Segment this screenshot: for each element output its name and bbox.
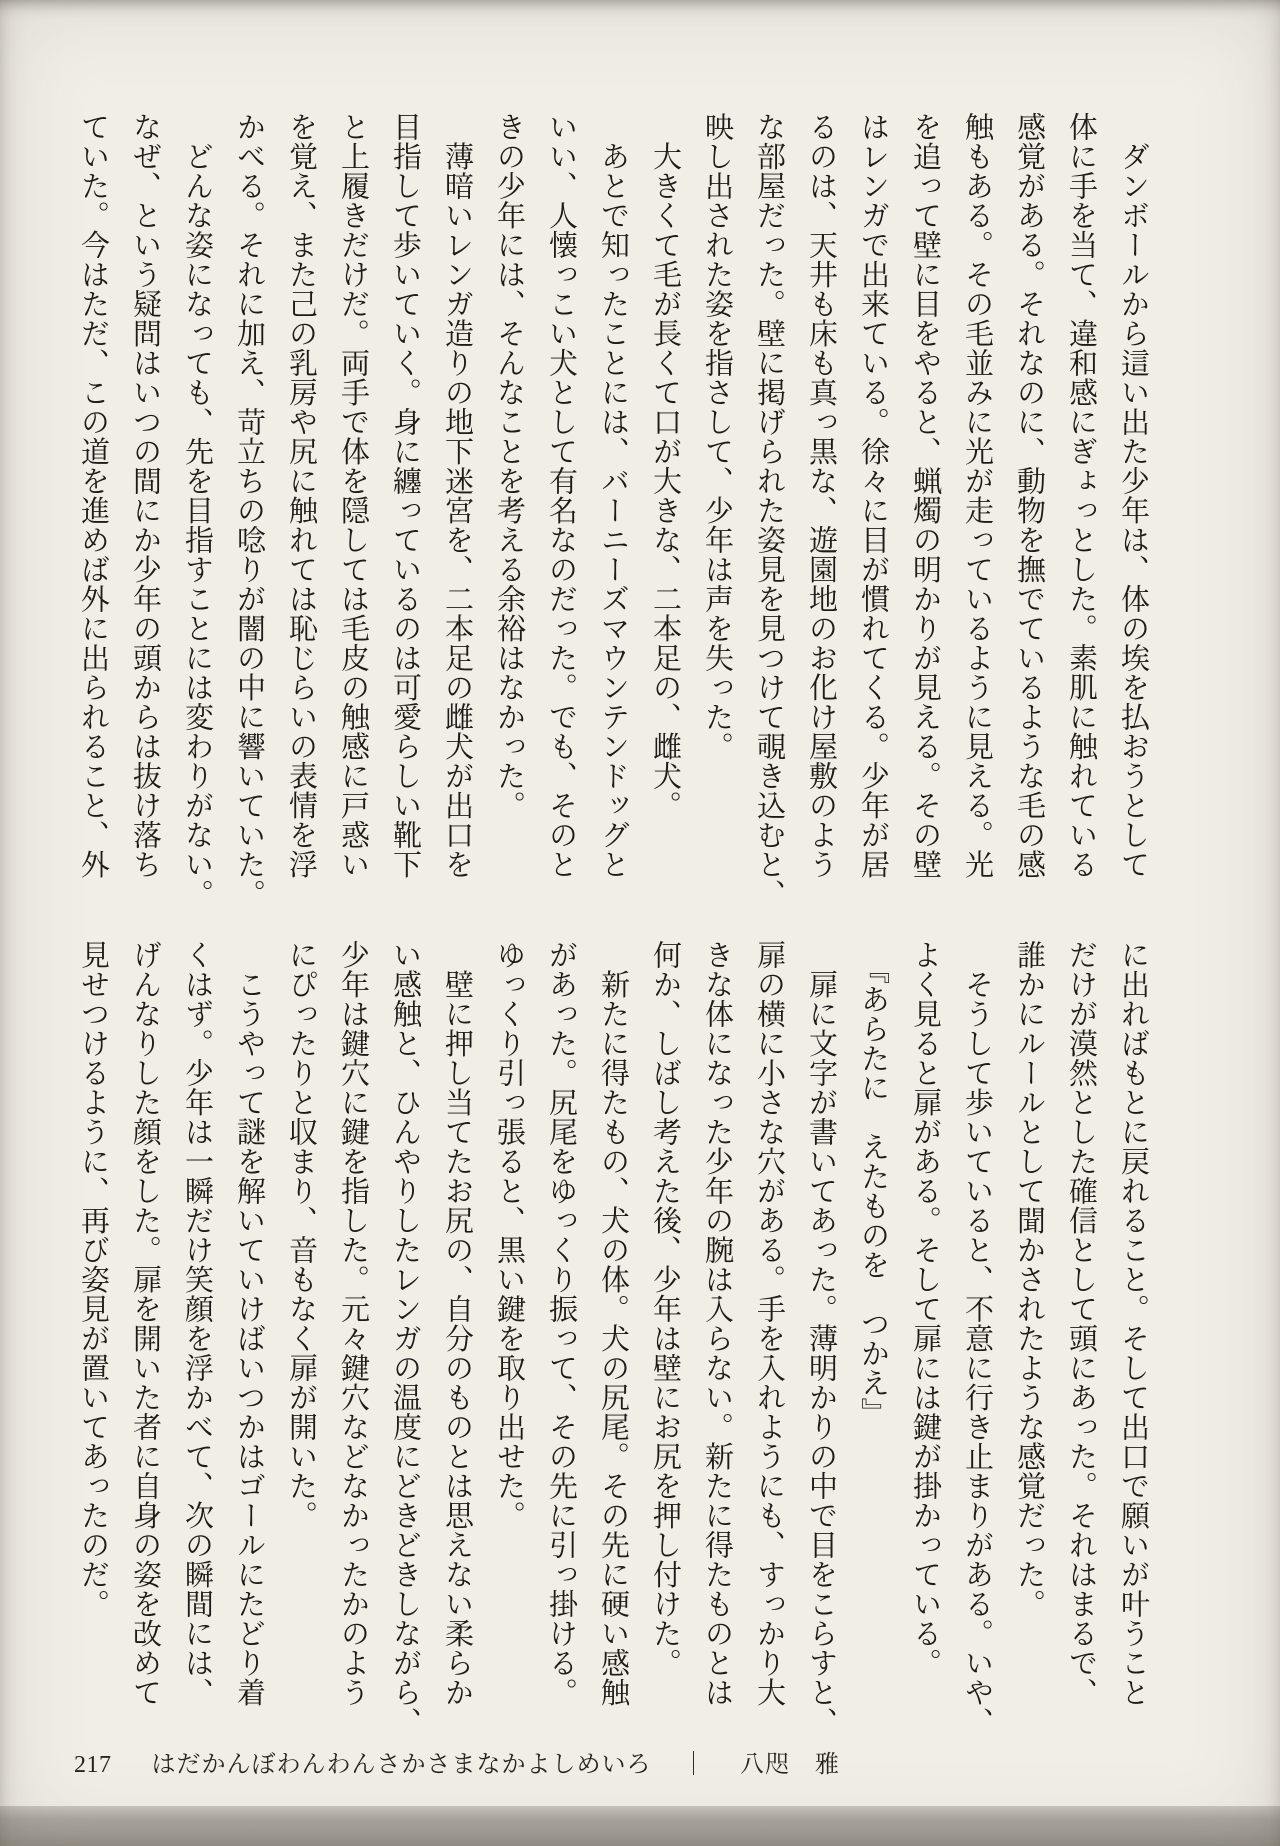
text-column: ゆっくり引っ張ると、黒い鍵を取り出せた。 — [493, 940, 525, 1530]
text-column: い感触と、ひんやりしたレンガの温度にどきどきしながら、 — [389, 940, 421, 1737]
text-column: 感覚がある。それなのに、動物を撫でているような毛の感 — [1013, 112, 1045, 879]
text-column: かべる。それに加え、苛立ちの唸りが闇の中に響いていた。 — [233, 112, 265, 909]
page-number: 217 — [74, 1752, 112, 1778]
text-column: 目指して歩いていく。身に纏っているのは可愛らしい靴下 — [389, 112, 421, 879]
footer-separator: ｜ — [681, 1752, 706, 1778]
text-column: こうやって謎を解いていけばいつかはゴールにたどり着 — [233, 940, 265, 1707]
text-column: 見せつけるように、再び姿見が置いてあったのだ。 — [77, 940, 109, 1619]
text-column: 扉の横に小さな穴がある。手を入れようにも、すっかり大 — [753, 940, 785, 1707]
text-column: 映し出された姿を指さして、少年は声を失った。 — [701, 112, 733, 761]
text-column: どんな姿になっても、先を目指すことには変わりがない。 — [181, 112, 213, 909]
text-column: 扉に文字が書いてあった。薄明かりの中で目をこらすと、 — [805, 940, 837, 1737]
text-column: げんなりした顔をした。扉を開いた者に自身の姿を改めて — [129, 940, 161, 1707]
text-column: 新たに得たもの、犬の体。犬の尻尾。その先に硬い感触 — [597, 940, 629, 1707]
text-column: なぜ、という疑問はいつの間にか少年の頭からは抜け落ち — [129, 112, 161, 879]
text-column: 触もある。その毛並みに光が走っているように見える。光 — [961, 112, 993, 879]
text-column: を覚え、また己の乳房や尻に触れては恥じらいの表情を浮 — [285, 112, 317, 879]
text-column: いい、人懐っこい犬として有名なのだった。でも、そのと — [545, 112, 577, 879]
text-column: 大きくて毛が長くて口が大きな、二本足の、雌犬。 — [649, 112, 681, 820]
page-footer — [74, 1744, 840, 1779]
text-column: を追って壁に目をやると、蝋燭の明かりが見える。その壁 — [909, 112, 941, 879]
text-column: にぴったりと収まり、音もなく扉が開いた。 — [285, 940, 317, 1530]
text-column: 薄暗いレンガ造りの地下迷宮を、二本足の雌犬が出口を — [441, 112, 473, 879]
text-column: 少年は鍵穴に鍵を指した。元々鍵穴などなかったかのよう — [337, 940, 369, 1707]
text-column: あとで知ったことには、バーニーズマウンテンドッグと — [597, 112, 629, 879]
text-column: るのは、天井も床も真っ黒な、遊園地のお化け屋敷のよう — [805, 112, 837, 879]
author-name: 八咫 雅 — [740, 1752, 840, 1778]
text-column: な部屋だった。壁に掲げられた姿見を見つけて覗き込むと、 — [753, 112, 785, 909]
text-column: 体に手を当て、違和感にぎょっとした。素肌に触れている — [1065, 112, 1097, 879]
text-column: ダンボールから這い出た少年は、体の埃を払おうとして — [1117, 112, 1149, 879]
text-column: はレンガで出来ている。徐々に目が慣れてくる。少年が居 — [857, 112, 889, 879]
text-column: くはず。少年は一瞬だけ笑顔を浮かべて、次の瞬間には、 — [181, 940, 213, 1707]
story-title: はだかんぼわんわんさかさまなかよしめいろ — [151, 1752, 652, 1778]
text-column: だけが漠然とした確信として頭にあった。それはまるで、 — [1065, 940, 1097, 1707]
scan-bottom-shadow — [0, 1806, 1280, 1846]
text-column: そうして歩いていると、不意に行き止まりがある。いや、 — [961, 940, 993, 1737]
text-column: よく見ると扉がある。そして扉には鍵が掛かっている。 — [909, 940, 941, 1678]
text-column: 何か、しばし考えた後、少年は壁にお尻を押し付けた。 — [649, 940, 681, 1678]
text-column: があった。尻尾をゆっくり振って、その先に引っ掛ける。 — [545, 940, 577, 1707]
text-column: と上履きだけだ。両手で体を隠しては毛皮の触感に戸惑い — [337, 112, 369, 879]
text-column: 誰かにルールとして聞かされたような感覚だった。 — [1013, 940, 1045, 1619]
text-column: に出ればもとに戻れること。そして出口で願いが叶うこと — [1117, 940, 1149, 1707]
text-column: きな体になった少年の腕は入らない。新たに得たものとは — [701, 940, 733, 1707]
lower-text-block — [67, 940, 1159, 1737]
upper-text-block — [67, 112, 1159, 909]
text-column: ていた。今はただ、この道を進めば外に出られること、外 — [77, 112, 109, 879]
text-column: 『あらたに えたものを つかえ』 — [857, 940, 889, 1427]
text-column: 壁に押し当てたお尻の、自分のものとは思えない柔らか — [441, 940, 473, 1707]
text-column: きの少年には、そんなことを考える余裕はなかった。 — [493, 112, 525, 820]
